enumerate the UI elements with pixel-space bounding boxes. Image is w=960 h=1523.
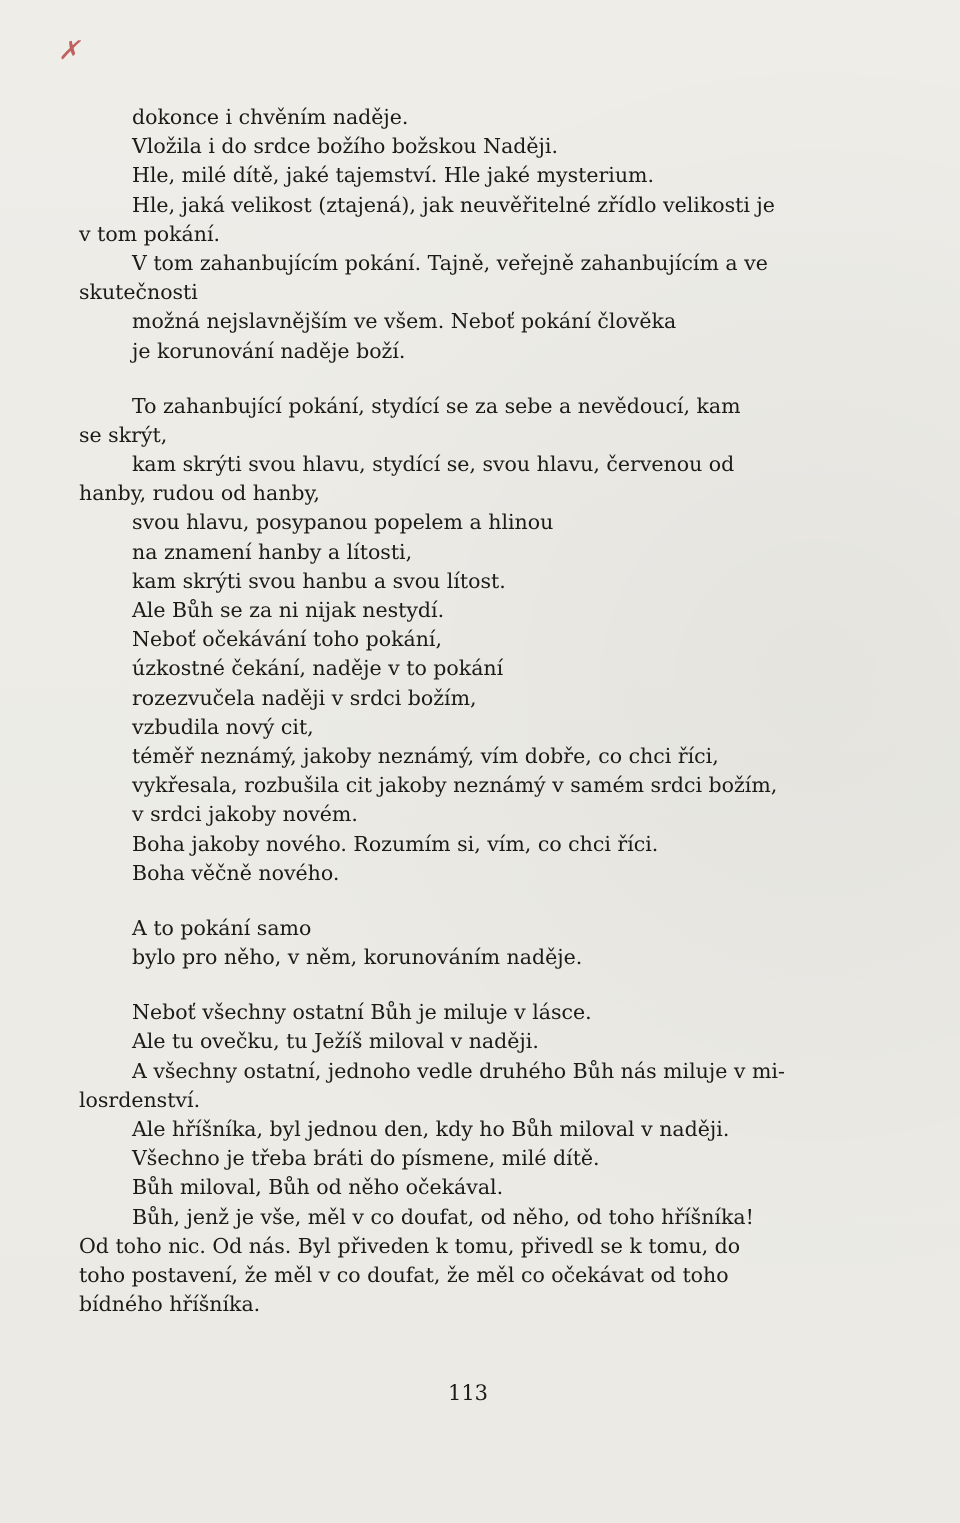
text-line: toho postavení, že měl v co doufat, že měl co očekávat od toho xyxy=(79,1262,729,1287)
text-line: A všechny ostatní, jednoho vedle druhého Bůh nás miluje v mi- xyxy=(132,1058,785,1083)
paragraph xyxy=(79,392,839,888)
text-line: bylo pro něho, v něm, korunováním naděje. xyxy=(132,945,583,970)
text-line: téměř neznámý, jakoby neznámý, vím dobře, co chci říci, xyxy=(132,743,719,768)
text-line: svou hlavu, posypanou popelem a hlinou xyxy=(132,510,554,535)
text-line: Boha jakoby nového. Rozumím si, vím, co chci říci. xyxy=(132,831,659,856)
text-line: v srdci jakoby novém. xyxy=(132,802,358,827)
text-line: Ale hříšníka, byl jednou den, kdy ho Bůh miloval v naději. xyxy=(132,1117,730,1141)
text-line: Bůh miloval, Bůh od něho očekával. xyxy=(132,1175,504,1200)
text-line: hanby, rudou od hanby, xyxy=(79,481,320,506)
text-line: losrdenství. xyxy=(79,1087,201,1112)
text-line: Ale Bůh se za ni nijak nestydí. xyxy=(132,598,445,622)
text-line: Neboť všechny ostatní Bůh je miluje v lásce. xyxy=(132,1000,592,1025)
text-line: Vložila i do srdce božího božskou Naději. xyxy=(132,134,558,159)
paragraph-gap xyxy=(79,366,839,392)
text-line: se skrýt, xyxy=(79,422,168,447)
text-line: Od toho nic. Od nás. Byl přiveden k tomu, přivedl se k tomu, do xyxy=(79,1233,741,1258)
paragraph xyxy=(79,998,839,1319)
text-line: To zahanbující pokání, stydící se za sebe a nevědoucí, kam xyxy=(132,393,741,418)
text-line: Ale tu ovečku, tu Ježíš miloval v naději. xyxy=(132,1029,539,1054)
text-line: Všechno je třeba bráti do písmene, milé dítě. xyxy=(132,1146,600,1171)
text-line: A to pokání samo xyxy=(132,915,312,940)
paragraph-gap xyxy=(79,888,839,914)
text-line: bídného hříšníka. xyxy=(79,1292,261,1317)
text-line: dokonce i chvěním naděje. xyxy=(132,105,409,129)
text-line: skutečnosti xyxy=(79,280,198,305)
text-line: na znamení hanby a lítosti, xyxy=(132,539,413,564)
page-number: 113 xyxy=(447,1381,489,1405)
margin-pencil-mark: ✗ xyxy=(58,36,80,66)
text-line: vykřesala, rozbušila cit jakoby neznámý v samém srdci božím, xyxy=(132,773,778,798)
text-line: vzbudila nový cit, xyxy=(132,714,314,739)
text-line: Bůh, jenž je vše, měl v co doufat, od něho, od toho hříšníka! xyxy=(132,1204,754,1229)
text-line: Hle, milé dítě, jaké tajemství. Hle jaké mysterium. xyxy=(132,163,654,188)
text-line: úzkostné čekání, naděje v to pokání xyxy=(132,656,504,681)
text-line: rozezvučela naději v srdci božím, xyxy=(132,685,477,710)
text-line: v tom pokání. xyxy=(79,221,221,246)
paragraph xyxy=(79,103,839,366)
body-text xyxy=(79,103,839,1319)
text-line: je korunování naděje boží. xyxy=(132,338,406,363)
text-line: možná nejslavnějším ve všem. Neboť pokání člověka xyxy=(132,309,677,334)
text-line: Neboť očekávání toho pokání, xyxy=(132,627,442,652)
paragraph-gap xyxy=(79,972,839,998)
text-line: V tom zahanbujícím pokání. Tajně, veřejně zahanbujícím a ve xyxy=(132,250,768,275)
text-line: kam skrýti svou hlavu, stydící se, svou hlavu, červenou od xyxy=(132,452,735,477)
text-line: kam skrýti svou hanbu a svou lítost. xyxy=(132,568,506,593)
paragraph xyxy=(79,914,839,972)
text-line: Boha věčně nového. xyxy=(132,860,340,885)
text-line: Hle, jaká velikost (ztajená), jak neuvěřitelné zřídlo velikosti je xyxy=(132,192,775,217)
